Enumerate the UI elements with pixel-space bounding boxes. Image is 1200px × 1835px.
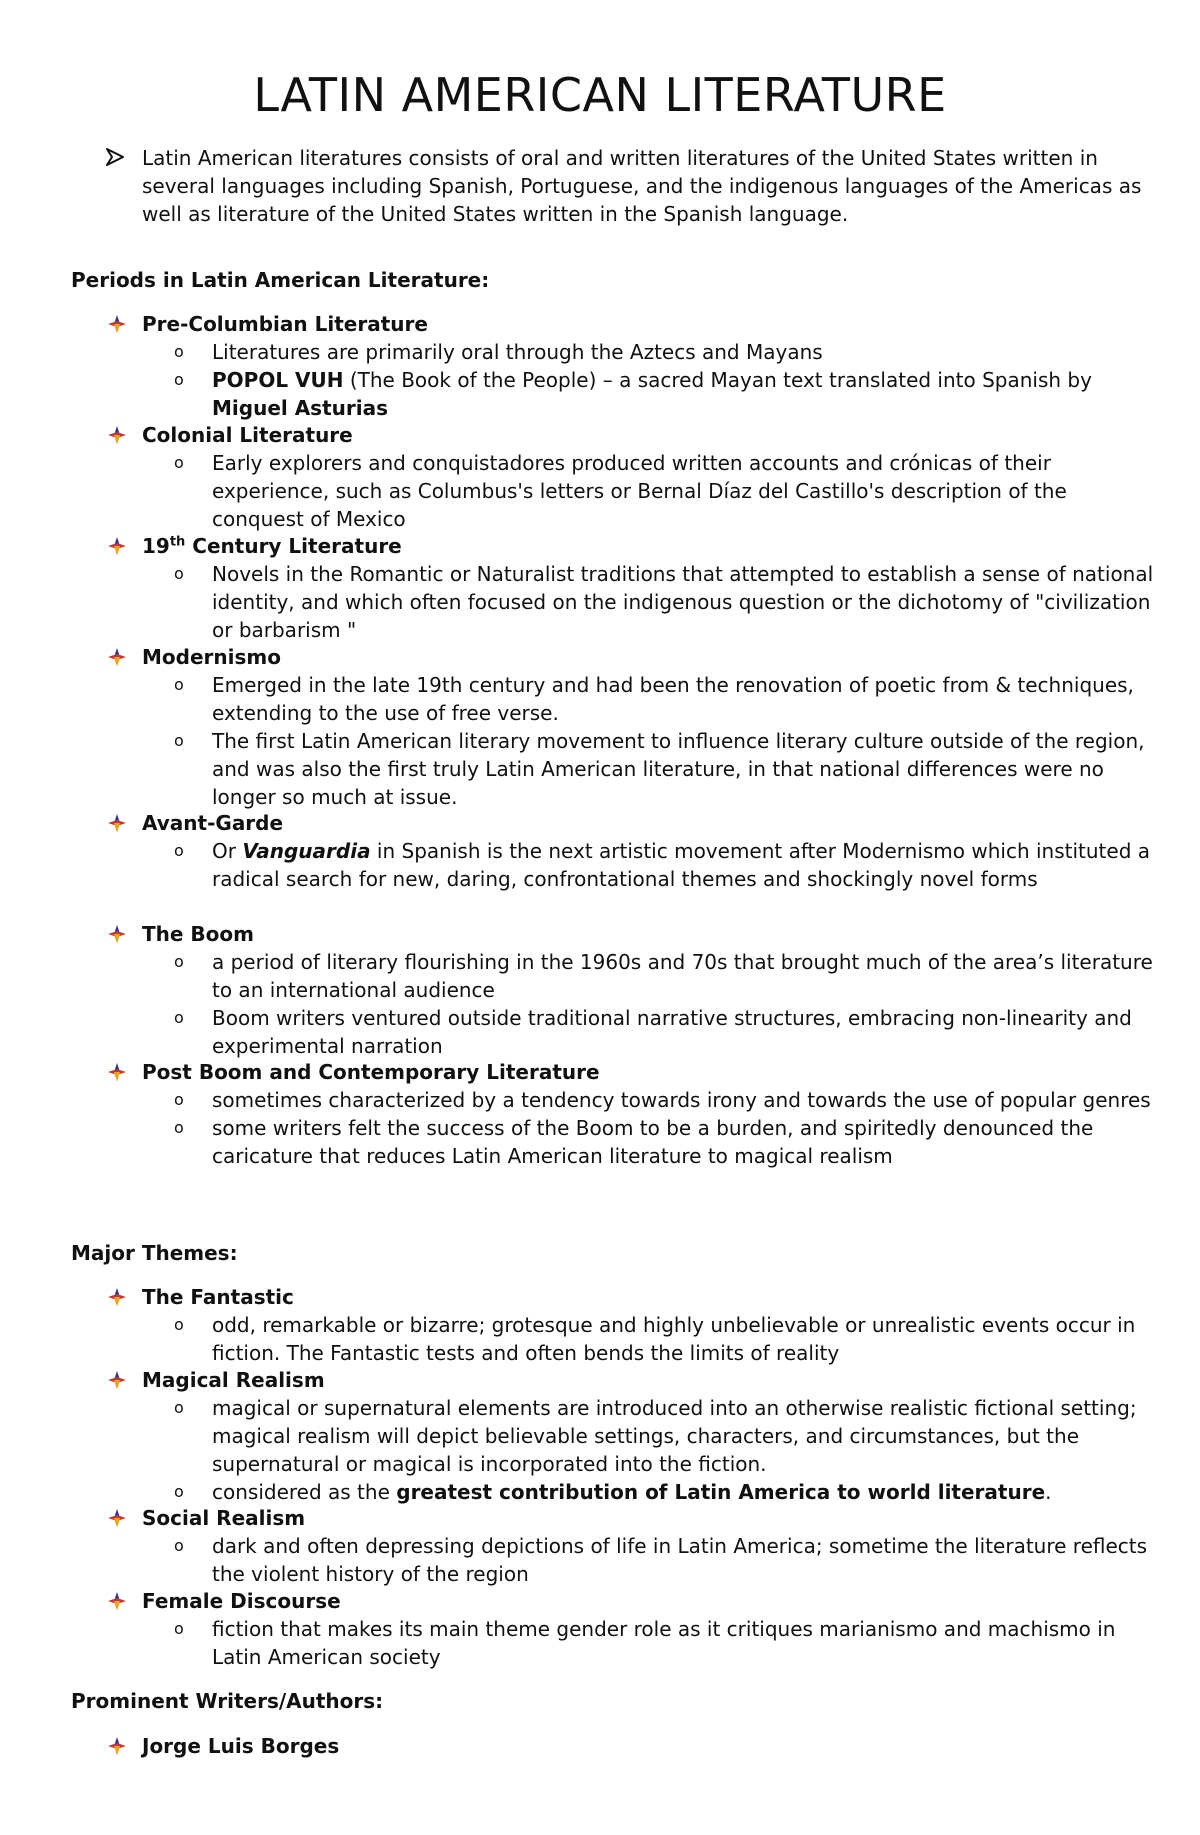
item-label: Magical Realism [142, 1368, 325, 1392]
item-label: Pre-Columbian Literature [142, 312, 428, 336]
sub-bullet-icon: o [174, 675, 184, 694]
sub-bullet-icon: o [174, 1536, 184, 1555]
sub-item [174, 1615, 1164, 1671]
sub-item-text: sometimes characterized by a tendency towards irony and towards the use of popular genres [212, 1088, 1151, 1112]
writers-heading: Prominent Writers/Authors: [71, 1689, 384, 1713]
sub-item [174, 1532, 1164, 1588]
list-item-precolumbian [104, 310, 1164, 422]
sub-item-text: considered as the [212, 1480, 397, 1504]
star-bullet-icon [108, 1062, 126, 1082]
sub-item [174, 1394, 1164, 1478]
star-bullet-icon [108, 647, 126, 667]
sub-item-text: (The Book of the People) – a sacred Mayan text translated into Spanish by [343, 368, 1092, 392]
sub-item [174, 449, 1164, 533]
periods-heading: Periods in Latin American Literature: [71, 268, 490, 292]
intro-text: Latin American literatures consists of oral and written literatures of the United States written in several languages including Spanish, Portuguese, and the indigenous languages of the Americas as well as literature of the United States written in the Spanish language. [142, 146, 1142, 226]
sub-item [174, 948, 1164, 1004]
sub-bullet-icon: o [174, 1315, 184, 1334]
item-label: Jorge Luis Borges [142, 1734, 340, 1758]
sub-bullet-icon: o [174, 1398, 184, 1417]
item-label [104, 532, 1164, 560]
list-item-the-boom [104, 920, 1164, 1060]
star-bullet-icon [108, 425, 126, 445]
item-label: Avant-Garde [142, 811, 284, 835]
popol-vuh-text: POPOL VUH [212, 368, 344, 392]
list-item-avant-garde [104, 809, 1164, 893]
sub-item [174, 366, 1164, 422]
sub-item-text: . [1045, 1480, 1052, 1504]
star-bullet-icon [108, 536, 126, 556]
list-item-fantastic [104, 1283, 1164, 1367]
star-bullet-icon [108, 1508, 126, 1528]
label-superscript: th [169, 534, 186, 550]
item-label: Modernismo [142, 645, 281, 669]
sub-item-text: some writers felt the success of the Boom to be a burden, and spiritedly denounced the caricature that reduces Latin American literature to magical realism [212, 1116, 1094, 1168]
sub-bullet-icon: o [174, 453, 184, 472]
sub-item [174, 1114, 1164, 1170]
list-item-colonial [104, 421, 1164, 533]
item-label: Colonial Literature [142, 423, 353, 447]
sub-item-text: Novels in the Romantic or Naturalist traditions that attempted to establish a sense of national identity, and which often focused on the indigenous question or the dichotomy of "civilization or barbarism " [212, 562, 1154, 642]
sub-item [174, 1086, 1164, 1114]
sub-item-text: The first Latin American literary movement to influence literary culture outside of the region, and was also the first truly Latin American literature, in that national differences were no longer so much at issue. [212, 729, 1145, 809]
list-item-magical-realism [104, 1366, 1164, 1506]
star-bullet-icon [108, 1287, 126, 1307]
sub-item-text: Or [212, 839, 243, 863]
item-label: The Boom [142, 922, 254, 946]
sub-bullet-icon: o [174, 952, 184, 971]
list-item-post-boom [104, 1058, 1164, 1170]
sub-bullet-icon: o [174, 1619, 184, 1638]
item-label: Female Discourse [142, 1589, 341, 1613]
sub-item-text: a period of literary flourishing in the 1960s and 70s that brought much of the area’s literature to an international audience [212, 950, 1153, 1002]
sub-item [174, 837, 1164, 893]
sub-bullet-icon: o [174, 1118, 184, 1137]
star-bullet-icon [108, 1370, 126, 1390]
page-title: LATIN AMERICAN LITERATURE [253, 68, 947, 122]
sub-item-text: Emerged in the late 19th century and had been the renovation of poetic from & techniques, extending to the use of free verse. [212, 673, 1134, 725]
sub-item [174, 671, 1164, 727]
sub-bullet-icon: o [174, 841, 184, 860]
sub-item-text: fiction that makes its main theme gender role as it critiques marianismo and machismo in Latin American society [212, 1617, 1116, 1669]
sub-item-text: magical or supernatural elements are introduced into an otherwise realistic fictional setting; magical realism will depict believable settings, characters, and circumstances, but the supernatural or magical is incorporated into the fiction. [212, 1396, 1137, 1476]
item-label: Social Realism [142, 1506, 306, 1530]
sub-bullet-icon: o [174, 370, 184, 389]
label-rest: Century Literature [185, 534, 402, 558]
sub-item [174, 727, 1164, 811]
sub-item-text: Boom writers ventured outside traditional narrative structures, embracing non-linearity and experimental narration [212, 1006, 1132, 1058]
sub-item-text: Literatures are primarily oral through the Aztecs and Mayans [212, 340, 823, 364]
sub-item [174, 338, 1164, 366]
star-bullet-icon [108, 1736, 126, 1756]
vanguardia-text: Vanguardia [242, 839, 371, 863]
list-item-social-realism [104, 1504, 1164, 1588]
star-bullet-icon [108, 924, 126, 944]
author-name: Miguel Asturias [212, 396, 388, 420]
themes-heading: Major Themes: [71, 1241, 238, 1265]
list-item-19th-century [104, 532, 1164, 644]
intro-paragraph [104, 144, 1144, 228]
star-bullet-icon [108, 813, 126, 833]
sub-bullet-icon: o [174, 342, 184, 361]
emphasis-text: greatest contribution of Latin America to world literature [396, 1480, 1046, 1504]
sub-item [174, 1004, 1164, 1060]
arrow-bullet-icon [104, 146, 126, 168]
sub-item [174, 560, 1164, 644]
sub-item-text: odd, remarkable or bizarre; grotesque and highly unbelievable or unrealistic events occur in fiction. The Fantastic tests and often bends the limits of reality [212, 1313, 1136, 1365]
item-label: Post Boom and Contemporary Literature [142, 1060, 600, 1084]
sub-bullet-icon: o [174, 731, 184, 750]
list-item-modernismo [104, 643, 1164, 811]
list-item-borges [104, 1732, 1164, 1760]
sub-item-text: Early explorers and conquistadores produced written accounts and crónicas of their experience, such as Columbus's letters or Bernal Díaz del Castillo's description of the conquest of Mexico [212, 451, 1067, 531]
label-number: 19 [142, 534, 170, 558]
sub-bullet-icon: o [174, 1482, 184, 1501]
star-bullet-icon [108, 1591, 126, 1611]
sub-bullet-icon: o [174, 1090, 184, 1109]
sub-item [174, 1311, 1164, 1367]
sub-item [174, 1478, 1164, 1506]
sub-bullet-icon: o [174, 564, 184, 583]
sub-bullet-icon: o [174, 1008, 184, 1027]
sub-item-text: in Spanish is the next artistic movement after Modernismo which instituted a radical search for new, daring, confrontational themes and shockingly novel forms [212, 839, 1151, 891]
sub-item-text: dark and often depressing depictions of life in Latin America; sometime the literature reflects the violent history of the region [212, 1534, 1148, 1586]
star-bullet-icon [108, 314, 126, 334]
item-label: The Fantastic [142, 1285, 294, 1309]
list-item-female-discourse [104, 1587, 1164, 1671]
